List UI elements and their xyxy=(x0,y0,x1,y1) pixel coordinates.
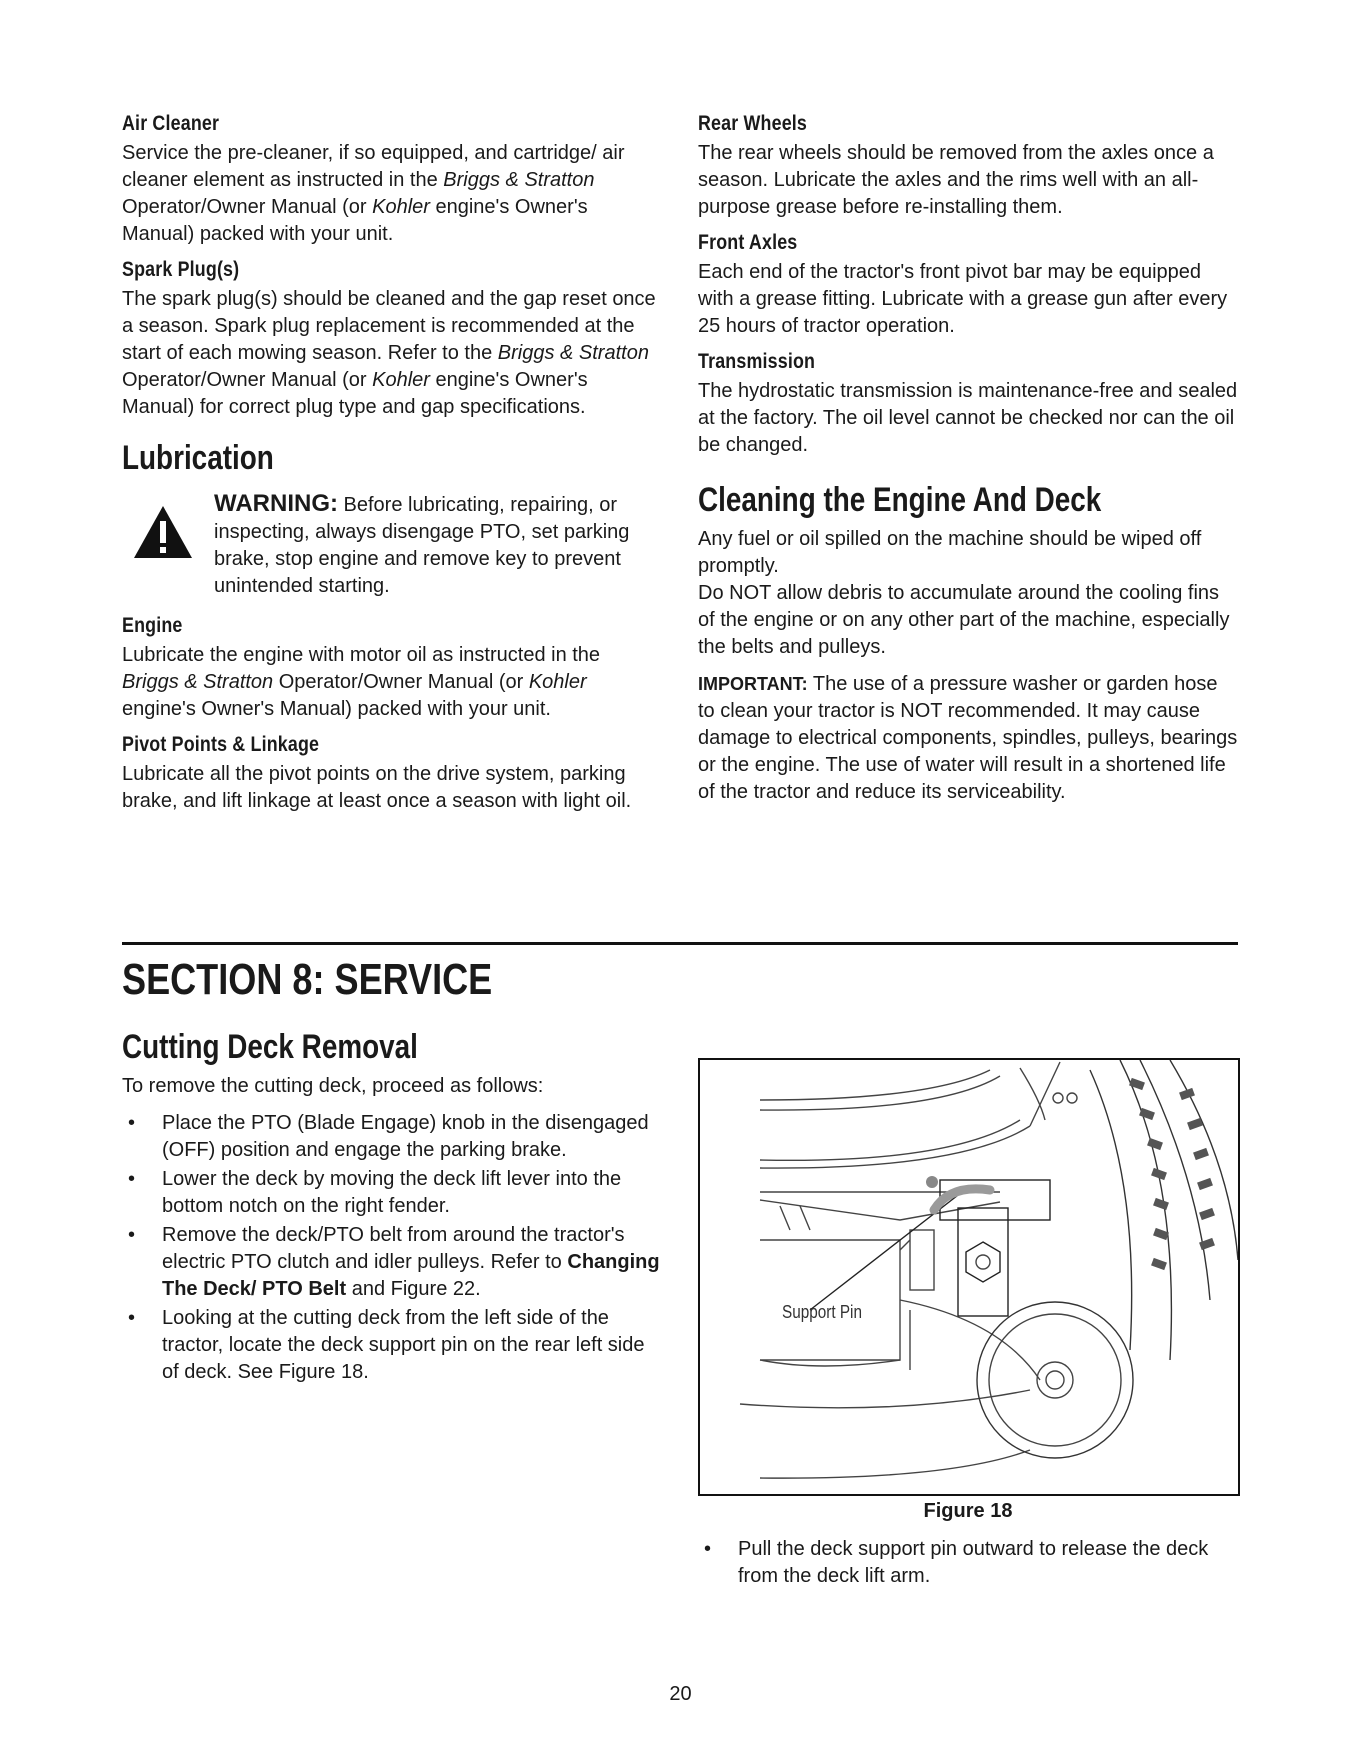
deck-support-pin-illustration xyxy=(700,1060,1238,1494)
page-number: 20 xyxy=(669,1683,692,1705)
cleaning-text-2: Do NOT allow debris to accumulate around the cooling fins of the engine or on any other part of the machine, especially the belts and pulleys. xyxy=(698,582,1230,658)
deck-removal-column xyxy=(122,1028,662,1388)
important-text: IMPORTANT: The use of a pressure washer or garden hose to clean your tractor is NOT recommended. It may cause damage to electrical components, spindles, pulleys, bearings or the engine. The use of water will result in a shortened life of the tractor and reduce its serviceability. xyxy=(698,673,1238,803)
warning-block xyxy=(122,490,662,600)
pivot-points-text: Lubricate all the pivot points on the drive system, parking brake, and lift linkage at least once a season with light oil. xyxy=(122,763,632,812)
after-figure-list xyxy=(698,1536,1238,1592)
section-title: SECTION 8: SERVICE xyxy=(122,955,493,1004)
front-axles-heading: Front Axles xyxy=(698,231,798,254)
important-label: IMPORTANT: xyxy=(698,674,808,694)
deck-removal-heading: Cutting Deck Removal xyxy=(122,1028,418,1066)
section-rule xyxy=(122,942,1238,945)
lubrication-heading: Lubrication xyxy=(122,439,274,477)
spark-plugs-heading: Spark Plug(s) xyxy=(122,258,240,281)
right-column xyxy=(698,112,1238,816)
cleaning-heading: Cleaning the Engine And Deck xyxy=(698,481,1102,519)
transmission-heading: Transmission xyxy=(698,350,816,373)
list-item: • Pull the deck support pin outward to release the deck from the deck lift arm. xyxy=(704,1538,1209,1587)
warning-triangle-icon xyxy=(132,504,194,560)
engine-text: Lubricate the engine with motor oil as instructed in the Briggs & Stratton Operator/Owner Manual (or Kohler engine's Owner's Manual) packed with your unit. xyxy=(122,644,601,720)
spark-plugs-text: The spark plug(s) should be cleaned and the gap reset once a season. Spark plug replacement is recommended at the start of each mowing season. Refer to the Briggs & Stratton Operator/Owner Manual (or Kohler engine's Owner's Manual) for correct plug type and gap specifications. xyxy=(122,288,656,418)
pivot-points-heading: Pivot Points & Linkage xyxy=(122,733,320,756)
air-cleaner-heading: Air Cleaner xyxy=(122,112,220,135)
warning-label: WARNING: xyxy=(214,490,338,517)
support-pin-label: Support Pin xyxy=(782,1302,862,1322)
engine-heading: Engine xyxy=(122,614,183,637)
deck-removal-intro: To remove the cutting deck, proceed as follows: xyxy=(122,1075,544,1097)
transmission-text: The hydrostatic transmission is maintenance-free and sealed at the factory. The oil level cannot be checked nor can the oil be changed. xyxy=(698,380,1238,456)
figure-18 xyxy=(698,1058,1240,1496)
list-item: • Remove the deck/PTO belt from around the tractor's electric PTO clutch and idler pulleys. Refer to Changing The Deck/ PTO Belt and Figure 22. xyxy=(128,1224,660,1300)
rear-wheels-text: The rear wheels should be removed from the axles once a season. Lubricate the axles and the rims well with an all-purpose grease before re-installing them. xyxy=(698,142,1214,218)
list-item: • Lower the deck by moving the deck lift lever into the bottom notch on the right fender. xyxy=(128,1168,622,1217)
rear-wheels-heading: Rear Wheels xyxy=(698,112,808,135)
list-item: • Looking at the cutting deck from the left side of the tractor, locate the deck support pin on the rear left side of deck. See Figure 18. xyxy=(128,1307,645,1383)
figure-caption: Figure 18 xyxy=(923,1500,1013,1522)
list-item: • Place the PTO (Blade Engage) knob in the disengaged (OFF) position and engage the parking brake. xyxy=(128,1112,649,1161)
left-column xyxy=(122,112,662,825)
warning-text: Before lubricating, repairing, or inspecting, always disengage PTO, set parking brake, stop engine and remove key to prevent unintended starting. xyxy=(214,494,630,597)
cleaning-text-1: Any fuel or oil spilled on the machine should be wiped off promptly. xyxy=(698,528,1202,577)
front-axles-text: Each end of the tractor's front pivot bar may be equipped with a grease fitting. Lubricate with a grease gun after every 25 hours of tractor operation. xyxy=(698,261,1228,337)
air-cleaner-text: Service the pre-cleaner, if so equipped, and cartridge/ air cleaner element as instructed in the Briggs & Stratton Operator/Owner Manual (or Kohler engine's Owner's Manual) packed with your unit. xyxy=(122,142,625,245)
